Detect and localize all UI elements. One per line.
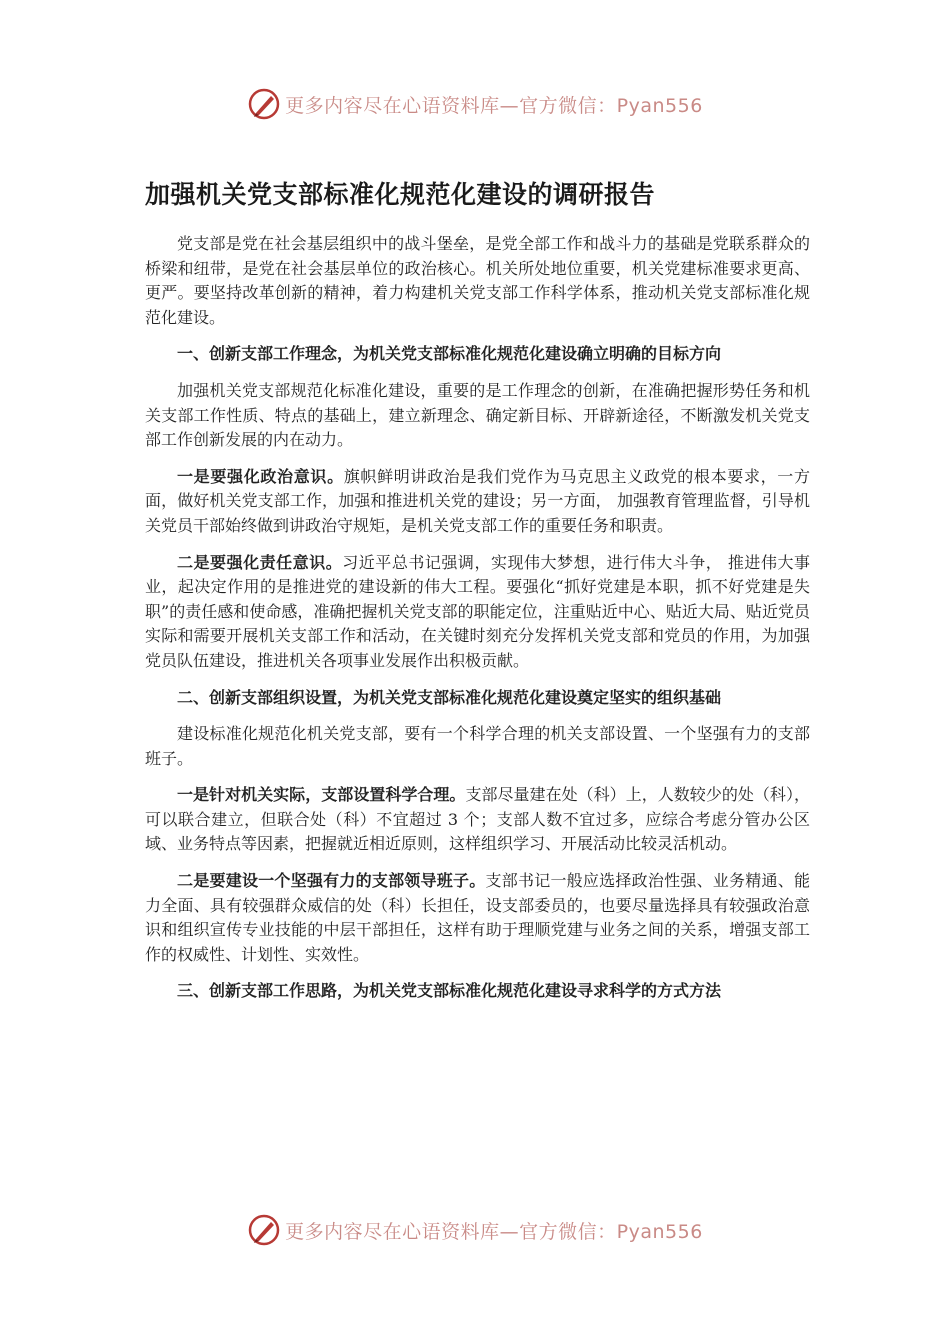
pen-logo-icon [247, 87, 281, 121]
paragraph-text: 习近平总书记强调，实现伟大梦想，进行伟大斗争， 推进伟大事业，起决定作用的是推进党的建设新的伟大工程。要强化“抓好党建是本职，抓不好党建是失职”的责任感和使命感，准确把握机关党支部的职能定位，注重贴近中心、贴近大局、贴近党员实际和需要开展机关支部工作和活动，在关键时刻充分发挥机关党支部和党员的作用，为加强党员队伍建设，推进机关各项事业发展作出积极贡献。 [145, 552, 810, 670]
paragraph-lead: 二是要建设一个坚强有力的支部领导班子。 [177, 871, 486, 891]
paragraph-lead: 二是要强化责任意识。 [177, 552, 343, 572]
watermark-banner-bottom [0, 1210, 950, 1250]
watermark-text: 更多内容尽在心语资料库—官方微信：Pyan556 [285, 1220, 703, 1243]
paragraph-lead: 一是针对机关实际，支部设置科学合理。 [177, 785, 466, 805]
paragraph-text: 旗帜鲜明讲政治是我们党作为马克思主义政党的根本要求，一方面，做好机关党支部工作，加强和推进机关党的建设；另一方面， 加强教育管理监督，引导机关党员干部始终做到讲政治守规矩，是机关党支部工作的重要任务和职责。 [145, 466, 810, 535]
document-body [145, 178, 810, 1016]
paragraph [145, 869, 810, 967]
section-heading: 三、创新支部工作思路，为机关党支部标准化规范化建设寻求科学的方式方法 [177, 981, 722, 1001]
paragraph [145, 783, 810, 857]
paragraph-text: 支部书记一般应选择政治性强、业务精通、能力全面、具有较强群众威信的处（科）长担任，设支部委员的，也要尽量选择具有较强政治意识和组织宣传专业技能的中层干部担任，这样有助于理顺党建与业务之间的关系，增强支部工作的权威性、计划性、实效性。 [145, 871, 810, 964]
pen-logo-icon [247, 1213, 281, 1247]
paragraph [145, 465, 810, 539]
document-title: 加强机关党支部标准化规范化建设的调研报告 [145, 180, 656, 209]
paragraph-lead: 一是要强化政治意识。 [177, 466, 344, 486]
section-heading: 二、创新支部组织设置，为机关党支部标准化规范化建设奠定坚实的组织基础 [177, 687, 722, 707]
paragraph: 加强机关党支部规范化标准化建设，重要的是工作理念的创新，在准确把握形势任务和机关支部工作性质、特点的基础上，建立新理念、确定新目标、开辟新途径，不断激发机关党支部工作创新发展的内在动力。 [145, 380, 810, 450]
paragraph: 建设标准化规范化机关党支部，要有一个科学合理的机关支部设置、一个坚强有力的支部班子。 [145, 724, 810, 768]
watermark-banner-top [0, 84, 950, 124]
paragraph-text: 支部尽量建在处（科）上，人数较少的处（科），可以联合建立，但联合处（科）不宜超过 3 个；支部人数不宜过多，应综合考虑分管办公区域、业务特点等因素，把握就近相近原则，这样组织学习、开展活动比较灵活机动。 [145, 785, 810, 854]
paragraph [145, 551, 810, 674]
paragraph: 党支部是党在社会基层组织中的战斗堡垒，是党全部工作和战斗力的基础是党联系群众的桥梁和纽带，是党在社会基层单位的政治核心。机关所处地位重要，机关党建标准要求更高、更严。要坚持改革创新的精神，着力构建机关党支部工作科学体系，推动机关党支部标准化规范化建设。 [145, 234, 810, 327]
watermark-text: 更多内容尽在心语资料库—官方微信：Pyan556 [285, 94, 703, 117]
section-heading: 一、创新支部工作理念，为机关党支部标准化规范化建设确立明确的目标方向 [177, 344, 722, 364]
